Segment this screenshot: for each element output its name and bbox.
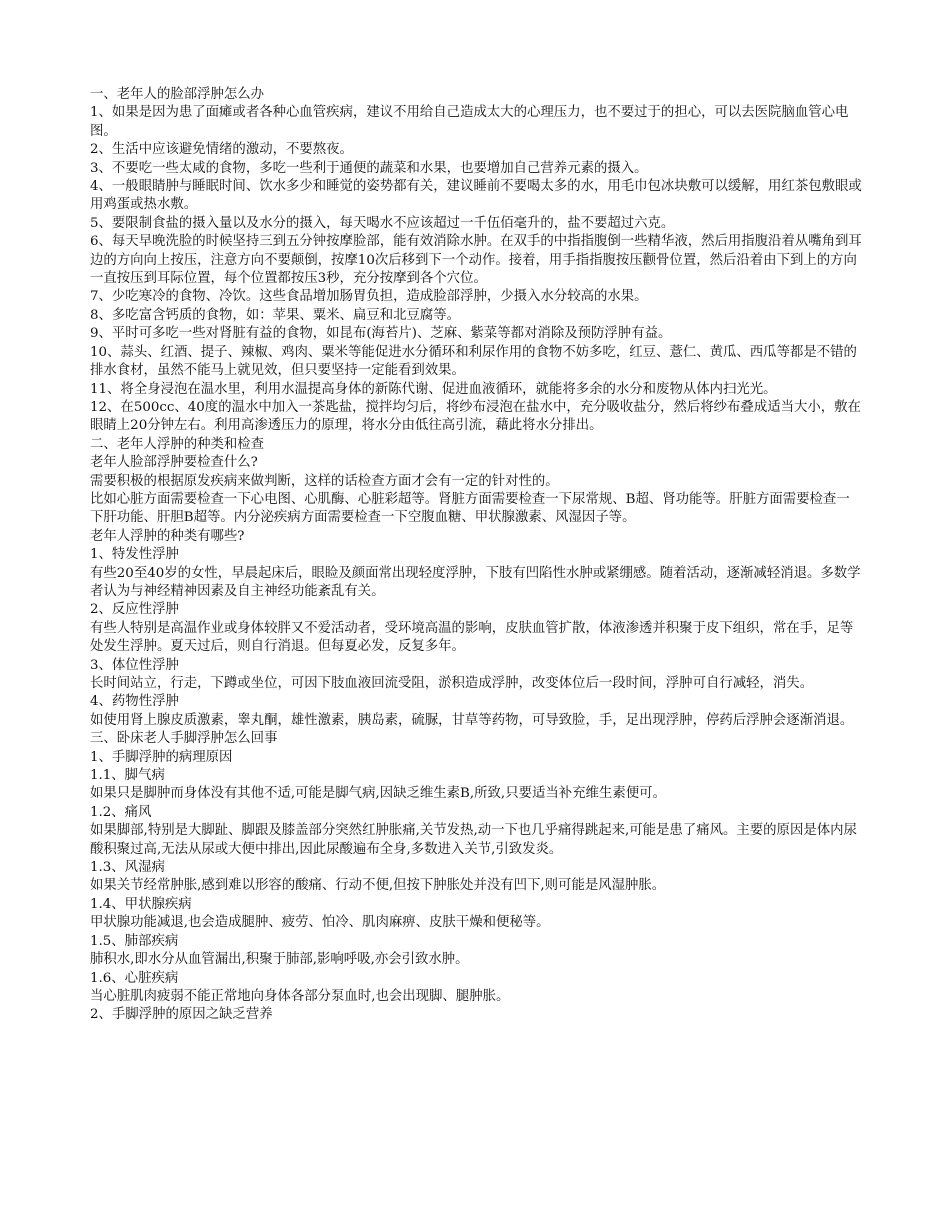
- paragraph-item-10: 10、蒜头、红酒、提子、辣椒、鸡肉、粟米等能促进水分循环和利尿作用的食物不妨多吃，红豆、薏仁、黄瓜、西瓜等都是不错的排水食材，虽然不能马上就见效，但只要坚持一定能看到效果。: [90, 344, 857, 379]
- paragraph-item-2: 2、生活中应该避免情绪的激动，不要熬夜。: [90, 142, 353, 158]
- paragraph-body: 长时间站立，行走，下蹲或坐位，可因下肢血液回流受阻，淤积造成浮肿，改变体位后一段时间，浮肿可自行减轻，消失。: [90, 676, 814, 691]
- cause-heading-1-4: 1.4、甲状腺疾病: [90, 896, 192, 912]
- paragraph-body: 当心脏肌肉疲弱不能正常地向身体各部分泵血时,也会出现脚、腿肿胀。: [90, 988, 510, 1004]
- type-heading-3: 3、体位性浮肿: [90, 657, 179, 673]
- subheading-types: 老年人浮肿的种类有哪些?: [90, 528, 245, 544]
- paragraph-item-9: 9、平时可多吃一些对肾脏有益的食物，如昆布(海苔片)、芝麻、紫菜等都对消除及预防浮肿有益。: [90, 326, 672, 342]
- paragraph-body: 甲状腺功能减退,也会造成腿肿、疲劳、怕冷、肌肉麻痹、皮肤干燥和便秘等。: [90, 915, 550, 931]
- subheading-check: 老年人脸部浮肿要检查什么?: [90, 455, 258, 471]
- paragraph-item-6: 6、每天早晚洗脸的时候坚持三到五分钟按摩脸部，能有效消除水肿。在双手的中指指腹倒一些精华液，然后用指腹沿着从嘴角到耳边的方向向上按压，注意方向不要颠倒，按摩10次后移到下一个动作。接着，用手指指腹按压颧骨位置，然后沿着由下到上的方向一直按压到耳际位置，每个位置都按压3秒，充分按摩到各个穴位。: [90, 234, 862, 287]
- type-heading-2: 2、反应性浮肿: [90, 602, 179, 618]
- paragraph-item-3: 3、不要吃一些太咸的食物，多吃一些利于通便的蔬菜和水果，也要增加自己营养元素的摄入。: [90, 160, 648, 176]
- type-heading-4: 4、药物性浮肿: [90, 694, 179, 710]
- paragraph-body: 需要积极的根据原发疾病来做判断，这样的话检查方面才会有一定的针对性的。: [90, 473, 559, 489]
- type-heading-1: 1、特发性浮肿: [90, 547, 179, 563]
- paragraph-item-1: 1、如果是因为患了面瘫或者各种心血管疾病，建议不用给自己造成太大的心理压力，也不要过于的担心，可以去医院脑血管心电图。: [90, 105, 849, 139]
- subheading-causes: 1、手脚浮肿的病理原因: [90, 749, 233, 765]
- subheading-nutrition: 2、手脚浮肿的原因之缺乏营养: [90, 1007, 273, 1023]
- paragraph-body: 比如心脏方面需要检查一下心电图、心肌酶、心脏彩超等。肾脏方面需要检查一下尿常规、B超、肾功能等。肝脏方面需要检查一下肝功能、肝胆B超等。内分泌疾病方面需要检查一下空腹血糖、甲状腺激素、风湿因子等。: [90, 491, 850, 526]
- paragraph-item-8: 8、多吃富含钙质的食物，如：苹果、粟米、扁豆和北豆腐等。: [90, 307, 461, 323]
- section-heading-3: 三、卧床老人手脚浮肿怎么回事: [90, 731, 278, 747]
- paragraph-body: 有些人特别是高温作业或身体较胖又不爱活动者，受环境高温的影响，皮肤血管扩散，体液渗透并积聚于皮下组织，常在手，足等处发生浮肿。夏天过后，则自行消退。但每夏必发，反复多年。: [90, 620, 854, 655]
- section-heading-1: 一、老年人的脸部浮肿怎么办: [90, 87, 265, 102]
- paragraph-body: 如果脚部,特别是大脚趾、脚跟及膝盖部分突然红肿胀痛,关节发热,动一下也几乎痛得跳起来,可能是患了痛风。主要的原因是体内尿酸积聚过高,无法从尿或大便中排出,因此尿酸遍布全身,多数进入关节,引致发炎。: [90, 823, 857, 857]
- paragraph-item-4: 4、一般眼睛肿与睡眠时间、饮水多少和睡觉的姿势都有关，建议睡前不要喝太多的水，用毛巾包冰块敷可以缓解，用红茶包敷眼或用鸡蛋或热水敷。: [90, 179, 862, 213]
- paragraph-item-7: 7、少吃寒冷的食物、冷饮。这些食品增加肠胃负担，造成脸部浮肿，少摄入水分较高的水果。: [90, 289, 648, 305]
- paragraph-body: 如使用肾上腺皮质激素，睾丸酮，雄性激素，胰岛素，硫脲，甘草等药物，可导致脸，手，足出现浮肿，停药后浮肿会逐渐消退。: [90, 712, 854, 728]
- paragraph-item-12: 12、在500cc、40度的温水中加入一茶匙盐，搅拌均匀后，将纱布浸泡在盐水中，充分吸收盐分，然后将纱布叠成适当大小，敷在眼睛上20分钟左右。利用高渗透压力的原理，将水分由低往高引流，藉此将水分排出。: [90, 399, 861, 434]
- cause-heading-1-1: 1.1、脚气病: [90, 768, 165, 784]
- cause-heading-1-6: 1.6、心脏疾病: [90, 970, 179, 986]
- cause-heading-1-2: 1.2、痛风: [90, 804, 152, 820]
- paragraph-body: 肺积水,即水分从血管漏出,积聚于肺部,影响呼吸,亦会引致水肿。: [90, 952, 469, 968]
- cause-heading-1-5: 1.5、肺部疾病: [90, 933, 179, 949]
- paragraph-body: 有些20至40岁的女性，早晨起床后，眼睑及颜面常出现轻度浮肿，下肢有凹陷性水肿或紧绷感。随着活动，逐渐减轻消退。多数学者认为与神经精神因素及自主神经功能紊乱有关。: [90, 565, 861, 599]
- paragraph-body: 如果只是脚肿而身体没有其他不适,可能是脚气病,因缺乏维生素B,所致,只要适当补充维生素便可。: [90, 786, 666, 802]
- paragraph-item-5: 5、要限制食盐的摄入量以及水分的摄入，每天喝水不应该超过一千伍佰毫升的，盐不要超过六克。: [90, 215, 675, 231]
- cause-heading-1-3: 1.3、风湿病: [90, 860, 165, 876]
- paragraph-item-11: 11、将全身浸泡在温水里，利用水温提高身体的新陈代谢、促进血液循环，就能将多余的水分和废物从体内扫光光。: [90, 381, 777, 397]
- document-page: [90, 86, 862, 1025]
- paragraph-body: 如果关节经常肿胀,感到难以形容的酸痛、行动不便,但按下肿胀处并没有凹下,则可能是风湿肿胀。: [90, 878, 666, 894]
- section-heading-2: 二、老年人浮肿的种类和检查: [90, 436, 265, 452]
